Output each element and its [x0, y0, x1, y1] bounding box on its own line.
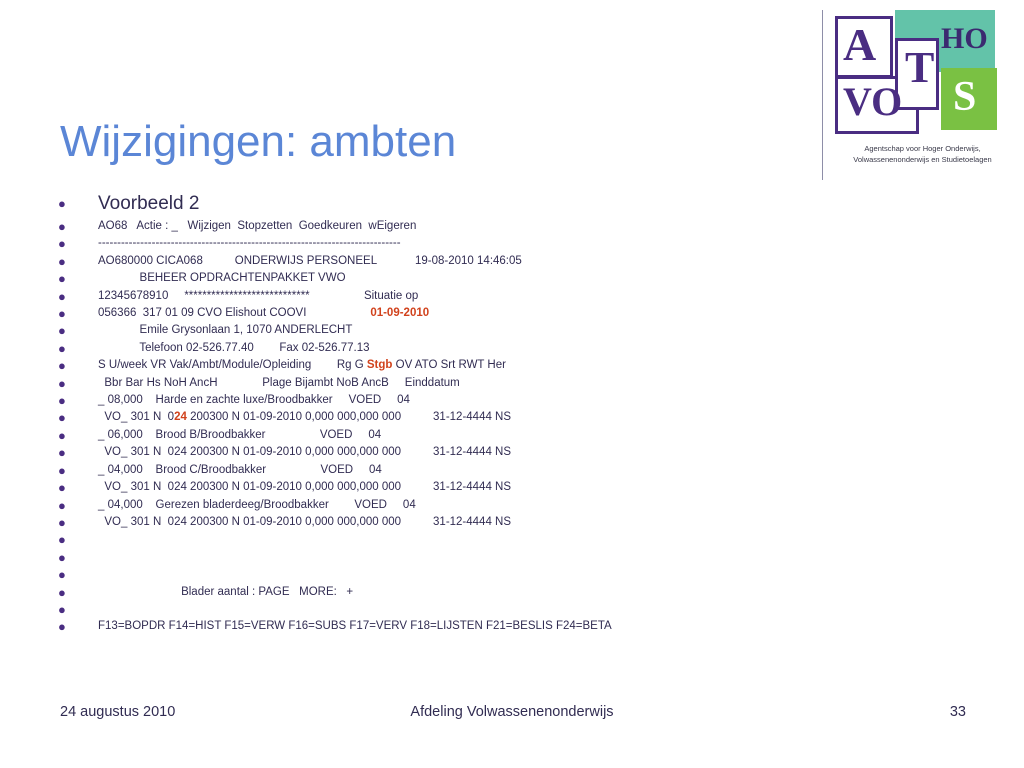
bullet-icon: ● — [58, 410, 66, 426]
list-item-text-main: Voorbeeld 2 — [98, 193, 200, 214]
logo-caption: Agentschap voor Hoger Onderwijs, Volwassenenonderwijs en Studietoelagen — [853, 144, 992, 164]
list-item-text-main: _ 04,000 Brood C/Broodbakker VOED 04 — [98, 463, 382, 476]
list-item-text-main: 12345678910 **************************** Situatie op — [98, 289, 419, 302]
bullet-icon: ● — [58, 584, 66, 600]
bullet-icon: ● — [58, 375, 66, 391]
bullet-icon: ● — [58, 306, 66, 322]
list-item — [58, 218, 818, 235]
list-item — [58, 479, 818, 496]
logo-letter-t: T — [905, 43, 935, 92]
list-item-text-main: Bbr Bar Hs NoH AncH Plage Bijambt NoB AncB Einddatum — [98, 376, 460, 389]
list-item — [58, 514, 818, 531]
list-item-text — [98, 409, 511, 426]
list-item-text-main: Emile Grysonlaan 1, 1070 ANDERLECHT — [98, 324, 353, 337]
list-item-text-main: VO_ 301 N 024 200300 N 01-09-2010 0,000 000,000 000 31-12-4444 NS — [98, 446, 512, 459]
bullet-icon: ● — [58, 219, 66, 234]
bullet-icon: ● — [58, 497, 66, 513]
list-item — [58, 357, 818, 374]
list-item-text-main: ------------------------------------------------------------------------------- — [98, 237, 401, 250]
bullet-icon: ● — [58, 462, 66, 478]
list-item — [58, 462, 818, 479]
list-item — [58, 549, 818, 566]
list-item-text-main: VO_ 301 N 024 200300 N 01-09-2010 0,000 000,000 000 31-12-4444 NS — [98, 515, 512, 528]
list-item — [58, 392, 818, 409]
list-item — [58, 444, 818, 461]
list-item-text — [98, 497, 416, 514]
list-item — [58, 409, 818, 426]
bullet-icon: ● — [58, 196, 66, 211]
list-item-text — [98, 340, 370, 357]
bullet-icon: ● — [58, 601, 66, 617]
logo-letter-vo: VO — [843, 79, 903, 124]
logo-letter-s: S — [953, 74, 977, 120]
list-item-text — [98, 305, 429, 322]
list-item-text — [98, 218, 416, 235]
list-item-text — [98, 288, 418, 305]
list-item-text — [98, 192, 199, 216]
list-item — [58, 618, 818, 635]
content-list — [58, 192, 818, 636]
bullet-icon: ● — [58, 340, 66, 356]
list-item — [58, 192, 818, 218]
list-item-text-main: 056366 317 01 09 CVO Elishout COOVI — [98, 307, 371, 320]
logo-mark — [835, 10, 1000, 138]
list-item — [58, 497, 818, 514]
bullet-icon: ● — [58, 480, 66, 496]
slide-footer — [0, 704, 1024, 728]
list-item-text-main: VO_ 301 N 024 200300 N 01-09-2010 0,000 000,000 000 31-12-4444 NS — [98, 481, 512, 494]
list-item-text — [98, 357, 506, 374]
list-item-text-tail: OV ATO Srt RWT Her — [392, 359, 506, 372]
list-item — [58, 322, 818, 339]
list-item-text-main: AO680000 CICA068 ONDERWIJS PERSONEEL 19-08-2010 14:46:05 — [98, 254, 522, 267]
highlighted-value: Stgb — [366, 359, 393, 372]
list-item — [58, 270, 818, 287]
list-item — [58, 235, 818, 252]
list-item-text — [98, 235, 401, 252]
list-item — [58, 566, 818, 583]
list-item-text — [98, 270, 346, 287]
list-item-text — [98, 618, 612, 635]
list-item-text — [98, 514, 511, 531]
list-item — [58, 601, 818, 618]
list-item-text — [98, 392, 410, 409]
list-item — [58, 531, 818, 548]
footer-page-number: 33 — [949, 704, 966, 720]
bullet-icon: ● — [58, 532, 66, 548]
list-item — [58, 375, 818, 392]
bullet-icon: ● — [58, 323, 66, 339]
list-item — [58, 253, 818, 270]
list-item-text-main: BEHEER OPDRACHTENPAKKET VWO — [98, 272, 346, 285]
list-item-text-main: Blader aantal : PAGE MORE: + — [98, 585, 354, 598]
list-item-text — [98, 584, 353, 601]
list-item-text — [98, 253, 522, 270]
bullet-icon: ● — [58, 427, 66, 443]
bullet-icon: ● — [58, 358, 66, 374]
list-item-text — [98, 427, 381, 444]
bullet-icon: ● — [58, 549, 66, 565]
list-item-text-main: F13=BOPDR F14=HIST F15=VERW F16=SUBS F17=VERV F18=LIJSTEN F21=BESLIS F24=BETA — [98, 620, 612, 633]
list-item-text — [98, 375, 460, 392]
list-item — [58, 340, 818, 357]
logo-letter-ho: HO — [941, 22, 988, 55]
list-item-text-main: _ 04,000 Gerezen bladerdeeg/Broodbakker VOED 04 — [98, 498, 416, 511]
list-item — [58, 305, 818, 322]
footer-department: Afdeling Volwassenenonderwijs — [410, 704, 614, 720]
bullet-icon: ● — [58, 619, 66, 635]
logo-letter-a: A — [843, 19, 877, 70]
highlighted-value: 24 — [174, 411, 187, 424]
list-item — [58, 427, 818, 444]
list-item-text-main: _ 06,000 Brood B/Broodbakker VOED 04 — [98, 428, 382, 441]
list-item-text — [98, 322, 352, 339]
list-item-text-main: AO68 Actie : _ Wijzigen Stopzetten Goedkeuren wEigeren — [98, 220, 417, 232]
highlighted-value: 01-09-2010 — [370, 307, 430, 320]
bullet-icon: ● — [58, 253, 66, 269]
bullet-icon: ● — [58, 393, 66, 409]
list-item-text — [98, 444, 511, 461]
list-item-text-main: Telefoon 02-526.77.40 Fax 02-526.77.13 — [98, 341, 370, 354]
list-item-text-main: _ 08,000 Harde en zachte luxe/Broodbakker VOED 04 — [98, 394, 410, 407]
list-item — [58, 288, 818, 305]
list-item-text — [98, 479, 511, 496]
list-item-text-main: S U/week VR Vak/Ambt/Module/Opleiding Rg G — [98, 359, 367, 372]
list-item-text-main: VO_ 301 N 0 — [98, 411, 175, 424]
organization-logo — [822, 10, 1012, 180]
bullet-icon: ● — [58, 567, 66, 583]
bullet-icon: ● — [58, 445, 66, 461]
page-title: Wijzigingen: ambten — [60, 117, 457, 167]
bullet-icon: ● — [58, 236, 66, 252]
bullet-icon: ● — [58, 514, 66, 530]
bullet-icon: ● — [58, 288, 66, 304]
list-item — [58, 584, 818, 601]
list-item-text-tail: 200300 N 01-09-2010 0,000 000,000 000 31-12-4444 NS — [186, 411, 512, 424]
bullet-icon: ● — [58, 271, 66, 287]
list-item-text — [98, 462, 382, 479]
footer-date: 24 augustus 2010 — [60, 704, 176, 720]
